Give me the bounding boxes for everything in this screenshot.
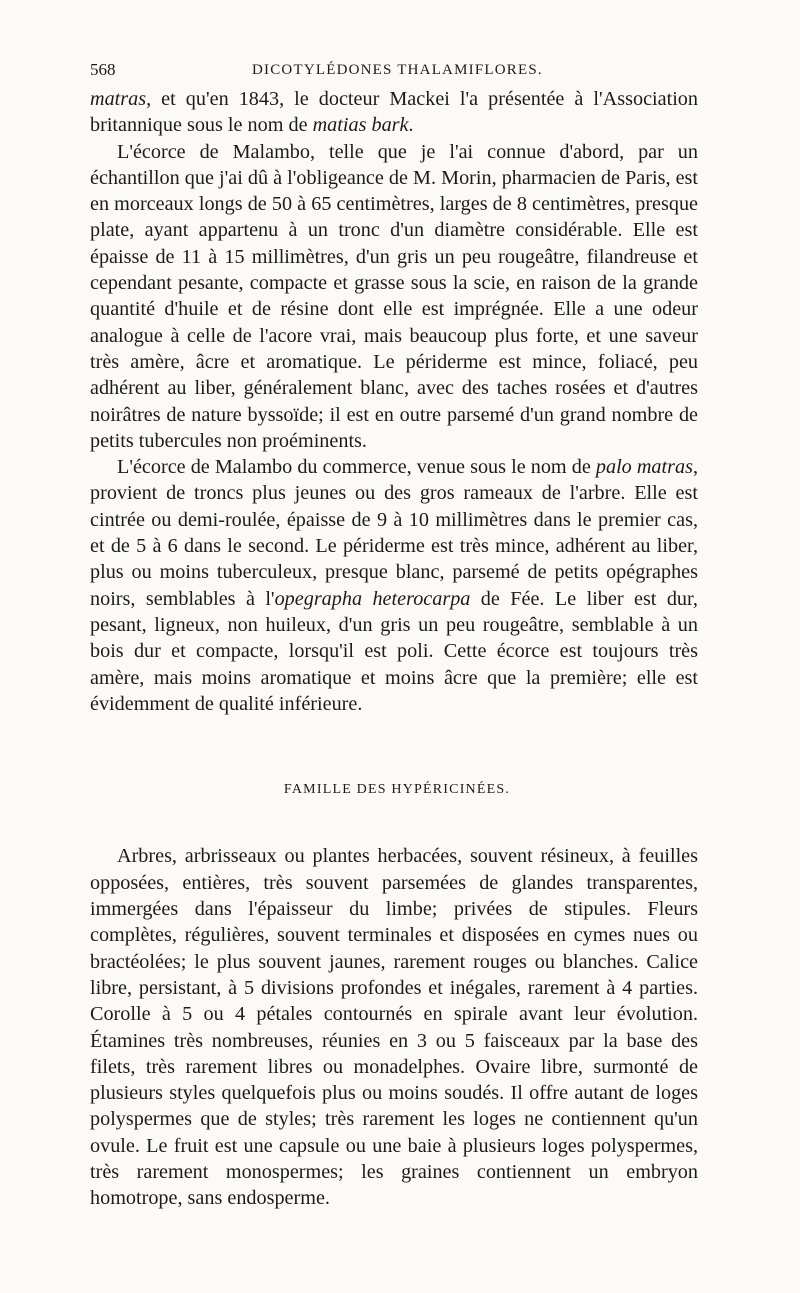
italic-term: opegrapha heterocarpa [274, 587, 471, 610]
running-title: DICOTYLÉDONES THALAMIFLORES. [252, 62, 543, 78]
paragraph-commercial-malambo [90, 454, 698, 717]
paragraph-family-description: Arbres, arbrisseaux ou plantes herbacées, souvent résineux, à feuilles opposées, entières, très souvent parsemées de glandes transparentes, immergées dans l'épaisseur du limbe; privées de stipules. Fleurs complètes, régulières, souvent terminales et disposées en cymes nues ou bractéolées; le plus souvent jaunes, rarement rouges ou blanches. Calice libre, persistant, à 5 divisions profondes et inégales, rarement à 4 parties. Corolle à 5 ou 4 pétales contournés en spirale avant leur évolution. Étamines très nombreuses, réunies en 3 ou 5 faisceaux par la base des filets, très rarement libres ou monadelphes. Ovaire libre, surmonté de plusieurs styles quelquefois plus ou moins soudés. Il offre autant de loges polyspermes que de styles; très rarement les loges ne contiennent qu'un ovule. Le fruit est une capsule ou une baie à plusieurs loges polyspermes, très rarement monospermes; les graines contiennent un embryon homotrope, sans endosperme. [90, 845, 698, 1210]
book-page [90, 58, 698, 1212]
italic-term: matras [90, 88, 147, 110]
text-run: . [408, 114, 414, 137]
text-run: de Fée. Le liber est dur, pesant, ligneux, non huileux, d'un gris un peu rougeâtre, semblable à un bois dur et compacte, lorsqu'il est poli. Cette écorce est toujours très amère, mais moins aromatique et moins âcre que la première; elle est évidemment de qualité inférieure. [90, 587, 698, 715]
section-title: FAMILLE DES HYPÉRICINÉES. [283, 782, 511, 798]
body-text [90, 86, 698, 1212]
page-number: 568 [90, 60, 116, 79]
running-head [90, 58, 698, 86]
paragraph-continuation [90, 86, 698, 139]
text-run: L'écorce de Malambo du commerce, venue sous le nom de [117, 456, 596, 479]
paragraph-malambo-bark: L'écorce de Malambo, telle que je l'ai connue d'abord, par un échantillon que j'ai dû à l'obligeance de M. Morin, pharmacien de Paris, est en morceaux longs de 50 à 65 centimètres, larges de 8 centimètres, presque plate, ayant appartenu à un tronc d'un diamètre considérable. Elle est épaisse de 11 à 15 millimètres, d'un gris un peu rougeâtre, filandreuse et cependant pesante, compacte et grasse sous la scie, en raison de la grande quantité d'huile et de résine dont elle est imprégnée. Elle a une odeur analogue à celle de l'acore vrai, mais beaucoup plus forte, et une saveur très amère, âcre et aromatique. Le périderme est mince, foliacé, peu adhérent au liber, généralement blanc, avec des taches rosées et d'autres noirâtres de nature byssoïde; il est en outre parsemé d'un grand nombre de petits tubercules non proéminents. [90, 140, 698, 452]
italic-term: palo matras [595, 456, 693, 479]
text-run: , et qu'en 1843, le docteur Mackei l'a présentée à l'Association britannique sous le nom de [90, 88, 698, 137]
text-run: , provient de troncs plus jeunes ou des gros rameaux de l'arbre. Elle est cintrée ou demi-roulée, épaisse de 9 à 10 millimètres dans le premier cas, et de 5 à 6 dans le second. Le périderme est très mince, adhérent au liber, plus ou moins tuberculeux, presque blanc, parsemé de petits opégraphes noirs, semblables à l' [90, 456, 698, 610]
italic-term: matias bark [312, 114, 409, 137]
